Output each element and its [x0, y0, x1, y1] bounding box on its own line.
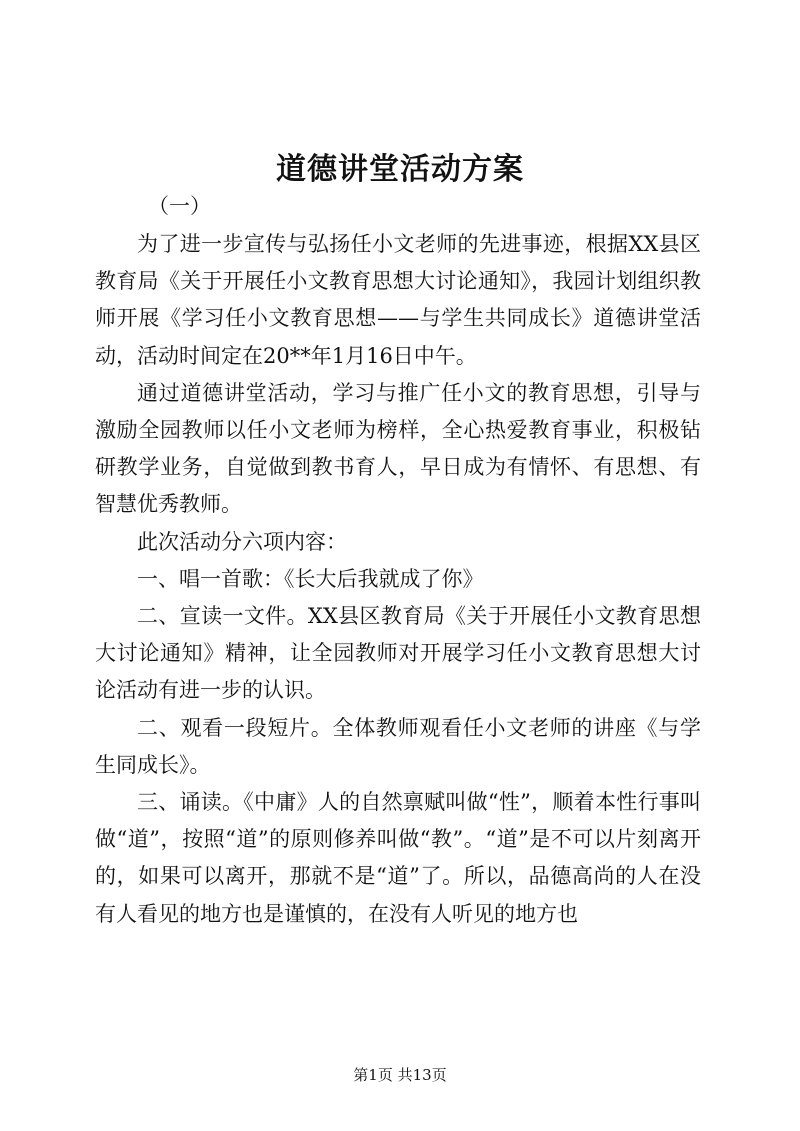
paragraph: 为了进一步宣传与弘扬任小文老师的先进事迹，根据XX县区教育局《关于开展任小文教育思想大讨论通知》，我园计划组织教师开展《学习任小文教育思想——与学生共同成长》道德讲堂活动，活动时间定在20**年1月16日中午。 — [95, 232, 701, 368]
paragraph: 三、诵读。《中庸》人的自然禀赋叫做“性”，顺着本性行事叫做“道”，按照“道”的原则修养叫做“教”。“道”是不可以片刻离开的，如果可以离开，那就不是“道”了。所以，品德高尚的人在没有人看见的地方也是谨慎的，在没有人听见的地方也 — [95, 790, 701, 926]
paragraph: 二、宣读一文件。XX县区教育局《关于开展任小文教育思想大讨论通知》精神，让全园教师对开展学习任小文教育思想大讨论活动有进一步的认识。 — [95, 604, 701, 703]
paragraph: 此次活动分六项内容： — [137, 529, 347, 554]
paragraph: 二、观看一段短片。全体教师观看任小文老师的讲座《与学生同成长》。 — [95, 715, 701, 777]
section-number: （一） — [148, 194, 211, 218]
paragraph: 通过道德讲堂活动，学习与推广任小文的教育思想，引导与激励全园教师以任小文老师为榜样，全心热爱教育事业，积极钻研教学业务，自觉做到教书育人，早日成为有情怀、有思想、有智慧优秀教师。 — [95, 380, 701, 517]
document-title: 道德讲堂活动方案 — [276, 152, 524, 187]
page-footer: 第1页 共13页 — [353, 1066, 447, 1084]
document-body — [95, 226, 701, 933]
paragraph: 一、唱一首歌：《长大后我就成了你》 — [137, 566, 484, 591]
